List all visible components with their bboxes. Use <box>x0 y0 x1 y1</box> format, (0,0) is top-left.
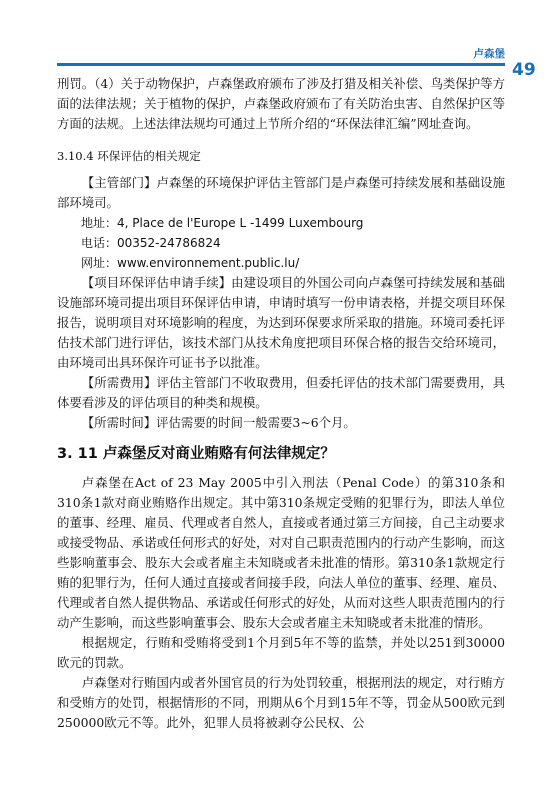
penalty-paragraph: 根据规定，行贿和受贿将受到1个月到5年不等的监禁，并处以251到30000欧元的罚款。 <box>57 635 505 670</box>
phone-line: 电话：00352-24786824 <box>81 236 221 250</box>
law-paragraph: 卢森堡在Act of 23 May 2005中引入刑法（Penal Code）的第310条和310条1款对商业贿赂作出规定。其中第310条规定受贿的犯罪行为，即法人单位的董事、经理、雇员、代理或者自然人，直接或者通过第三方间接，自己主动要求或接受物品、承诺或任何形式的好处，对对自己职责范围内的行动产生影响，而这些影响董事会、股东大会或者雇主未知晓或者未批准的情形。第310条1款规定行贿的犯罪行为，任何人通过直接或者间接手段，向法人单位的董事、经理、雇员、代理或者自然人提供物品、承诺或任何形式的好处，从而对这些人职责范围内的行动产生影响，而这些影响董事会、股东大会或者雇主未知晓或者未批准的情形。 <box>57 475 505 630</box>
time-paragraph: 【所需时间】评估需要的时间一般需要3~6个月。 <box>81 415 356 430</box>
website-line: 网址：www.environnement.public.lu/ <box>81 256 300 270</box>
header-rule <box>57 63 505 66</box>
address-line: 地址：4, Place de l'Europe L -1499 Luxembourg <box>81 216 364 230</box>
page-number: 49 <box>512 60 536 80</box>
section-heading: 3. 11 卢森堡反对商业贿赂有何法律规定？ <box>57 446 335 462</box>
page-body <box>57 74 505 733</box>
subsection-heading: 3.10.4 环保评估的相关规定 <box>57 149 201 163</box>
authority-paragraph: 【主管部门】卢森堡的环境保护评估主管部门是卢森堡可持续发展和基础设施部环境司。 <box>57 175 505 210</box>
procedure-paragraph: 【项目环保评估申请手续】由建设项目的外国公司向卢森堡可持续发展和基础设施部环境司提出项目环保评估申请，申请时填写一份申请表格，并提交项目环保报告，说明项目对环境影响的程度，为达到环保要求所采取的措施。环境司委托评估技术部门进行评估，该技术部门从技术角度把项目环保合格的报告交给环境司，由环境司出具环保许可证书予以批准。 <box>57 275 505 370</box>
intro-paragraph: 刑罚。（4）关于动物保护，卢森堡政府颁布了涉及打猎及相关补偿、鸟类保护等方面的法律法规；关于植物的保护，卢森堡政府颁布了有关防治虫害、自然保护区等方面的法规。上述法律法规均可通过上节所介绍的“环保法律汇编”网址查询。 <box>57 76 505 131</box>
running-header-country: 卢森堡 <box>473 48 505 60</box>
fees-paragraph: 【所需费用】评估主管部门不收取费用，但委托评估的技术部门需要费用，具体要看涉及的评估项目的种类和规模。 <box>57 375 505 410</box>
officials-paragraph: 卢森堡对行贿国内或者外国官员的行为处罚较重，根据刑法的规定，对行贿方和受贿方的处罚，根据情形的不同，刑期从6个月到15年不等，罚金从500欧元到250000欧元不等。此外，犯罪人员将被剥夺公民权、公 <box>57 675 505 730</box>
